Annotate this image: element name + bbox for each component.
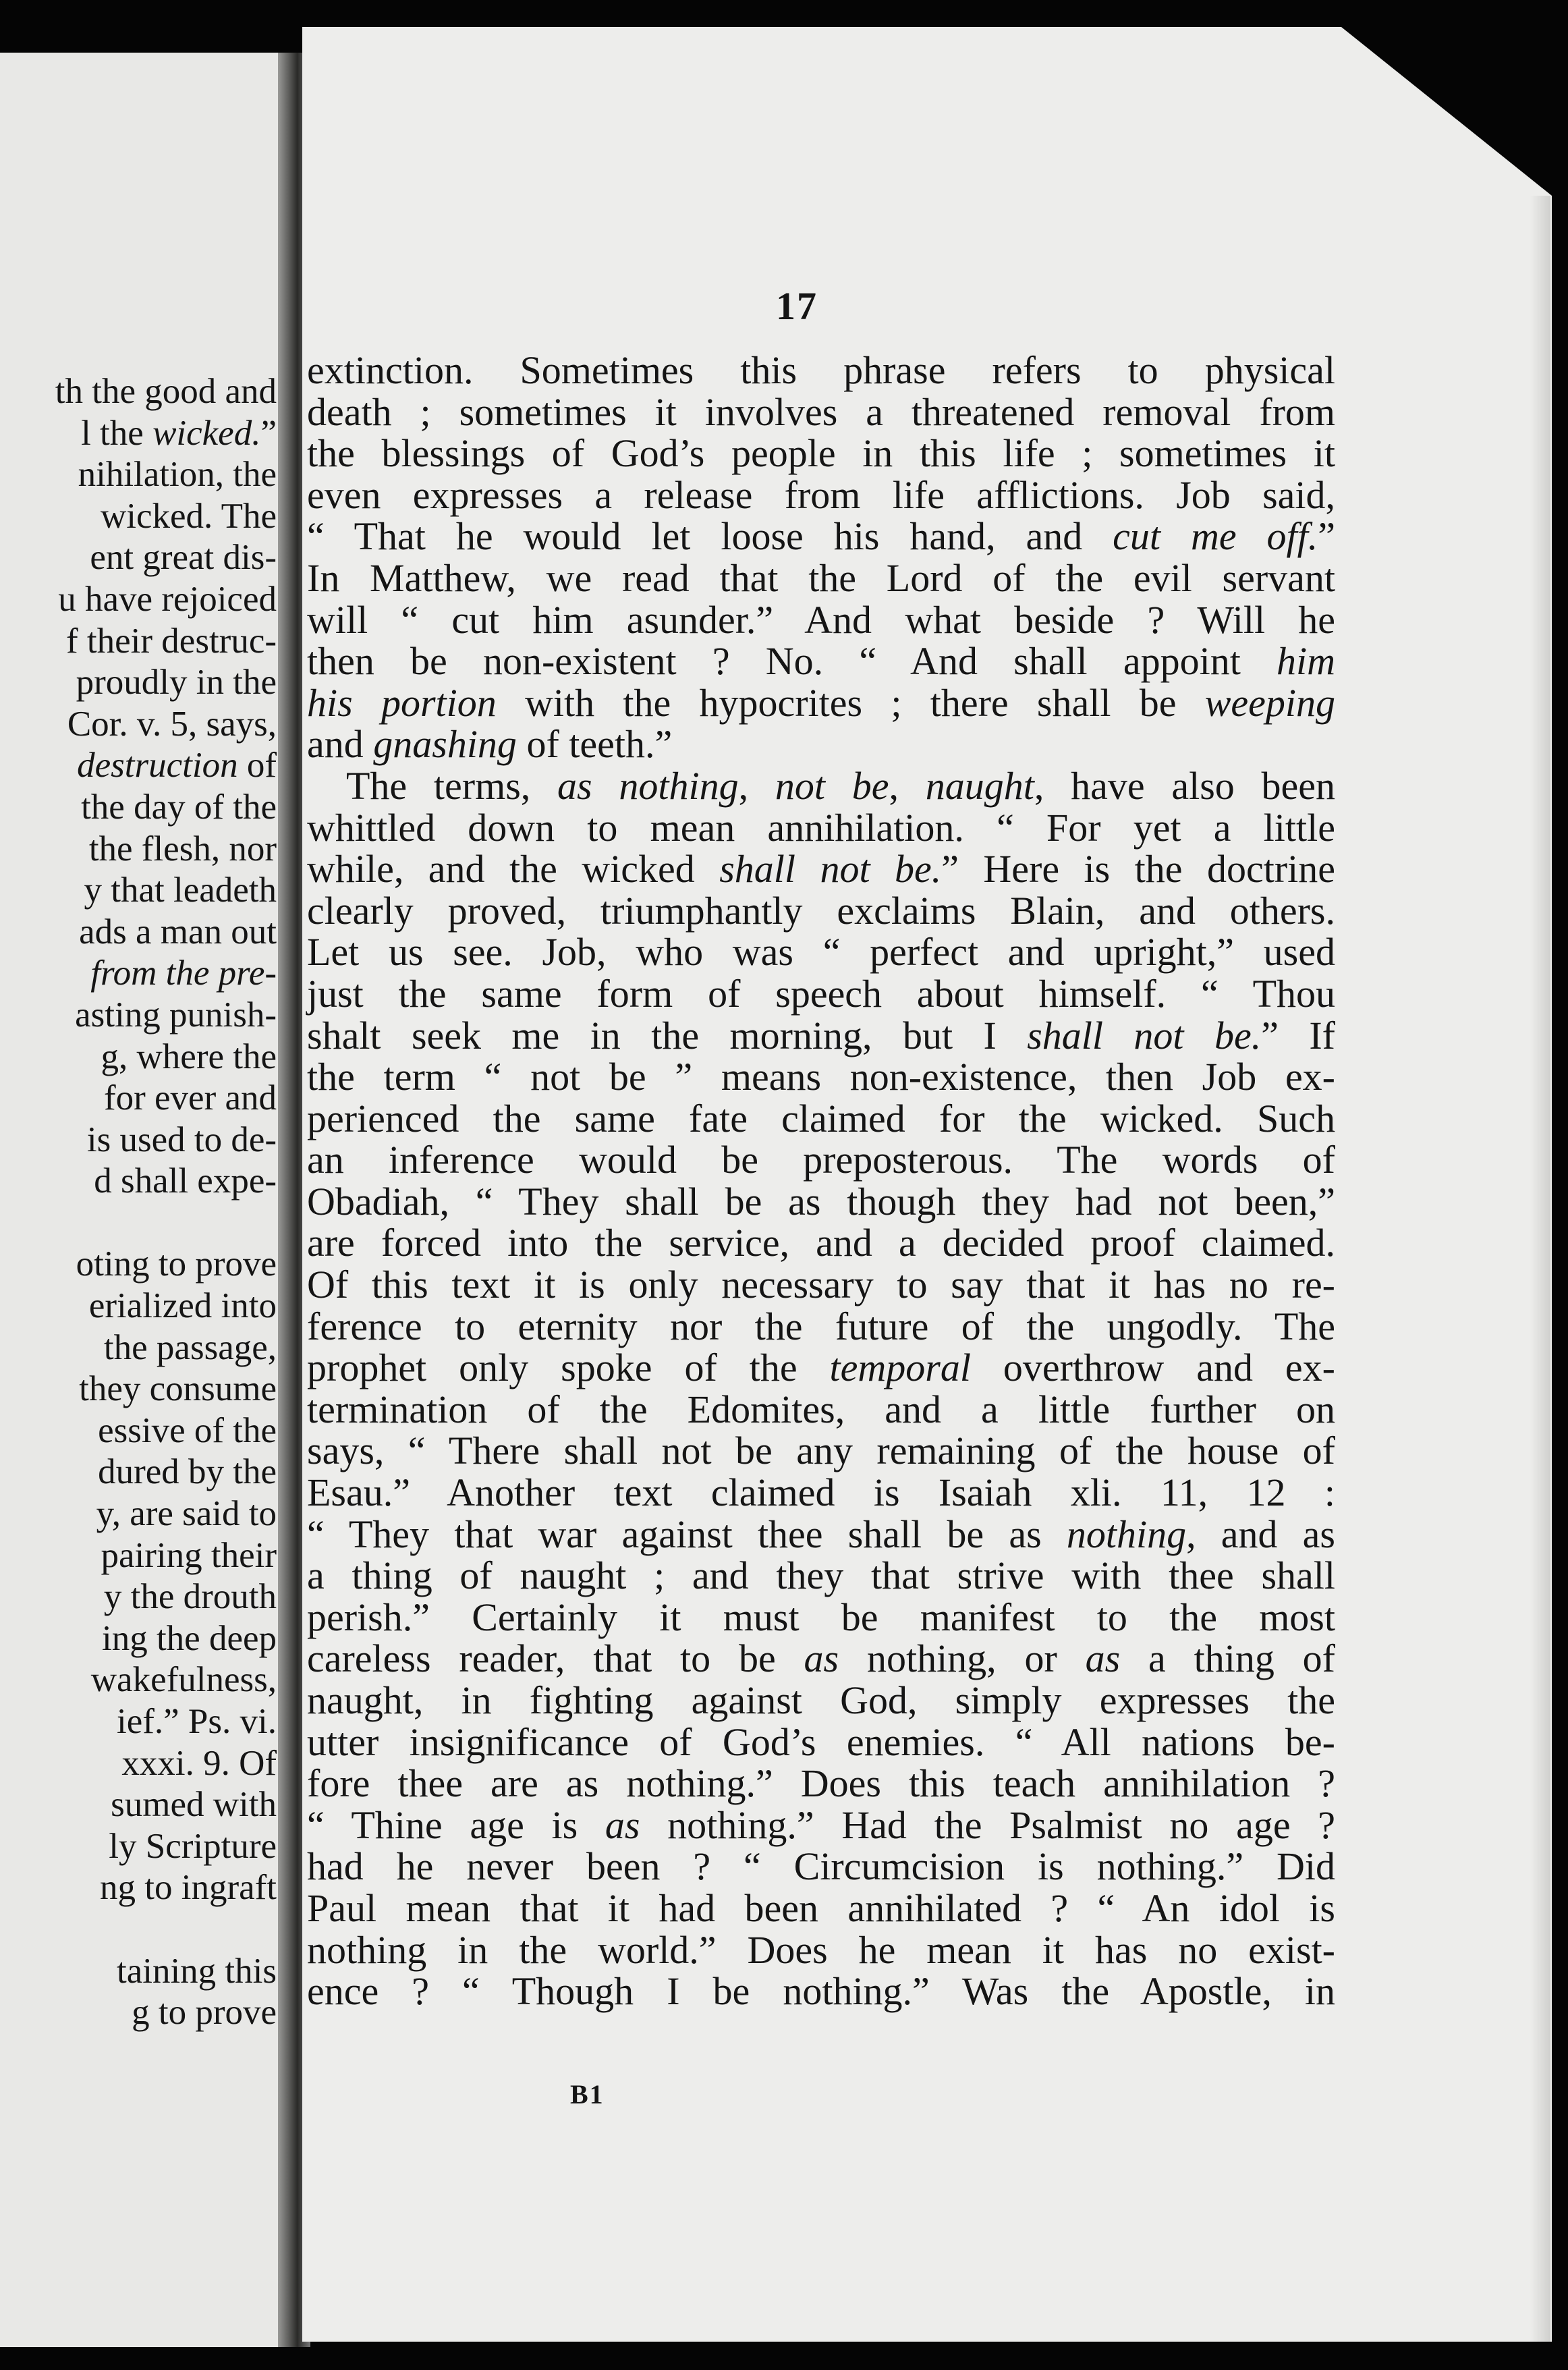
left-page-line: from the pre- — [90, 954, 277, 993]
left-page-fragment — [0, 53, 290, 2347]
left-page-line: taining this — [116, 1951, 277, 1991]
left-page-line: d shall expe- — [94, 1161, 277, 1201]
left-page-line: u have rejoiced — [58, 579, 277, 619]
left-page-line: essive of the — [98, 1410, 277, 1450]
left-page-line: ng to ingraft — [100, 1868, 277, 1908]
signature-mark: B1 — [570, 2079, 605, 2110]
left-page-line: oting to prove — [76, 1244, 277, 1284]
left-page-line — [0, 1203, 277, 1244]
text-line: clearly proved, triumphantly exclaims Blain, and others. — [307, 888, 1335, 933]
text-line: ence ? “ Though I be nothing.” Was the Apostle, in — [307, 1969, 1335, 2014]
text-line: nothing in the world.” Does he mean it has no exist- — [307, 1927, 1335, 1972]
left-page-line: dured by the — [98, 1452, 277, 1492]
left-page-line: the passage, — [103, 1327, 277, 1367]
left-page-line: f their destruc- — [66, 621, 277, 661]
text-line: In Matthew, we read that the Lord of the evil servant — [307, 555, 1335, 600]
left-page-line: nihilation, the — [78, 455, 277, 495]
text-line: ference to eternity nor the future of the ungodly. The — [307, 1304, 1335, 1348]
page-edge-shadow — [1530, 196, 1550, 2342]
text-line: Obadiah, “ They shall be as though they had not been,” — [307, 1179, 1335, 1223]
left-page-line: ads a man out — [79, 912, 277, 952]
text-line: perienced the same fate claimed for the wicked. Such — [307, 1096, 1335, 1140]
left-page-line: y the drouth — [103, 1577, 277, 1617]
text-line: extinction. Sometimes this phrase refers to physical — [307, 348, 1335, 392]
text-line: the blessings of God’s people in this life ; sometimes it — [307, 431, 1335, 476]
text-line: utter insignificance of God’s enemies. “ All nations be- — [307, 1719, 1335, 1764]
text-line: and gnashing of teeth.” — [307, 722, 673, 767]
left-page-line: th the good and — [55, 372, 277, 411]
left-page-line: for ever and — [103, 1078, 277, 1118]
left-page-line: sumed with — [111, 1785, 277, 1825]
text-line: fore thee are as nothing.” Does this teach annihilation ? — [307, 1761, 1335, 1806]
text-line: “ Thine age is as nothing.” Had the Psalmist no age ? — [307, 1802, 1335, 1847]
left-page-line: erialized into — [88, 1286, 277, 1326]
text-line: prophet only spoke of the temporal overthrow and ex- — [307, 1346, 1335, 1390]
left-page-text — [0, 371, 277, 2034]
text-line: shalt seek me in the morning, but I shall not be.” If — [307, 1013, 1335, 1057]
text-line: an inference would be preposterous. The words of — [307, 1138, 1335, 1182]
text-line: are forced into the service, and a decided proof claimed. — [307, 1221, 1335, 1265]
left-page-line: ly Scripture — [109, 1826, 277, 1866]
text-line: had he never been ? “ Circumcision is nothing.” Did — [307, 1844, 1335, 1889]
left-page-line: g, where the — [101, 1037, 277, 1076]
left-page-line: xxxi. 9. Of — [121, 1743, 277, 1783]
left-page-line: is used to de- — [86, 1120, 277, 1159]
left-page-line: wakefulness, — [90, 1660, 277, 1700]
left-page-line: ent great dis- — [90, 538, 277, 578]
text-line: naught, in fighting against God, simply expresses the — [307, 1678, 1335, 1722]
text-line: termination of the Edomites, and a little further on — [307, 1387, 1335, 1431]
left-page-line: pairing their — [101, 1535, 277, 1575]
page-number: 17 — [776, 284, 818, 328]
text-line: while, and the wicked shall not be.” Here is the doctrine — [307, 847, 1335, 891]
left-page-line: Cor. v. 5, says, — [67, 704, 277, 744]
text-line: Of this text it is only necessary to say that it has no re- — [307, 1263, 1335, 1307]
text-line: Paul mean that it had been annihilated ? “ An idol is — [307, 1885, 1335, 1930]
left-page-line: l the wicked.” — [81, 413, 277, 453]
text-line: says, “ There shall not be any remaining of the house of — [307, 1429, 1335, 1473]
text-line: The terms, as nothing, not be, naught, have also been — [346, 763, 1336, 808]
text-line: even expresses a release from life afflictions. Job said, — [307, 472, 1335, 517]
text-line: then be non-existent ? No. “ And shall appoint him — [307, 639, 1335, 684]
text-line: careless reader, that to be as nothing, or as a thing of — [307, 1636, 1335, 1681]
left-page-line: asting punish- — [75, 995, 277, 1035]
left-page-line: wicked. The — [101, 496, 277, 536]
left-page-line: ing the deep — [101, 1618, 277, 1658]
text-line: Esau.” Another text claimed is Isaiah xli. 11, 12 : — [307, 1470, 1335, 1515]
text-line: a thing of naught ; and they that strive with thee shall — [307, 1553, 1335, 1598]
text-line: Let us see. Job, who was “ perfect and upright,” used — [307, 930, 1335, 974]
left-page-line: they consume — [79, 1369, 277, 1409]
text-line: will “ cut him asunder.” And what beside ? Will he — [307, 597, 1335, 642]
text-line: “ That he would let loose his hand, and cut me off.” — [307, 514, 1335, 559]
left-page-line: ief.” Ps. vi. — [117, 1702, 277, 1741]
text-line: whittled down to mean annihilation. “ For yet a little — [307, 805, 1335, 850]
left-page-line: the flesh, nor — [88, 829, 277, 869]
left-page-line: the day of the — [81, 787, 277, 827]
text-line: just the same form of speech about himself. “ Thou — [307, 971, 1335, 1016]
left-page-line: proudly in the — [76, 663, 277, 702]
left-page-line: g to prove — [132, 1993, 277, 2033]
left-page-line — [0, 1909, 277, 1951]
left-page-line: y, are said to — [96, 1494, 277, 1534]
text-line: the term “ not be ” means non-existence, then Job ex- — [307, 1055, 1335, 1099]
page-body-text — [307, 350, 1335, 2012]
text-line: his portion with the hypocrites ; there shall be weeping — [307, 680, 1335, 725]
text-line: death ; sometimes it involves a threatened removal from — [307, 389, 1335, 434]
left-page-line: y that leadeth — [84, 871, 277, 910]
text-line: perish.” Certainly it must be manifest to the most — [307, 1595, 1335, 1639]
text-line: “ They that war against thee shall be as nothing, and as — [307, 1512, 1335, 1556]
left-page-line: destruction of — [77, 746, 277, 786]
